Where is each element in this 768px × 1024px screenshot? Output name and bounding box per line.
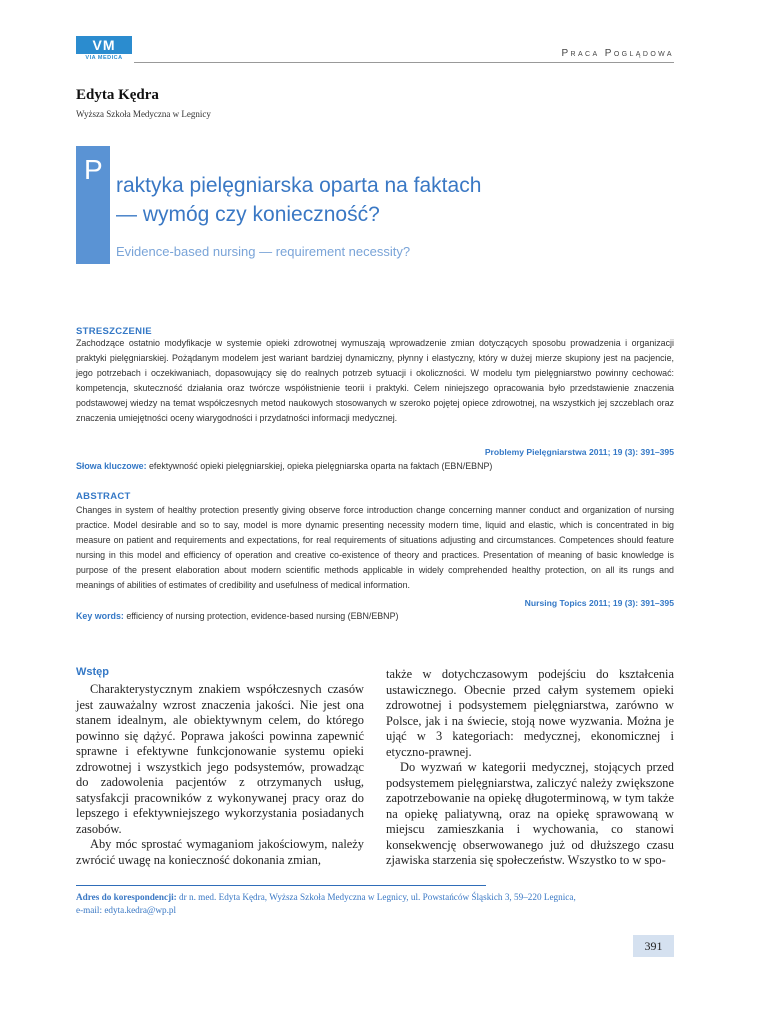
body-paragraph: także w dotychczasowym podejściu do kształcenia ustawicznego. Obecnie przed całym systemem opieki zdrowotnej i podsystemem pielęgniarstwa, zarówno w Polsce, jak i na świecie, stoją nowe wyzwania. Można je ująć w 3 kategoriach: medycznej, ekonomicznej i etyczno-prawnej. bbox=[386, 667, 674, 759]
correspondence-email: e-mail: edyta.kedra@wp.pl bbox=[76, 905, 177, 915]
section-label: Praca Poglądowa bbox=[561, 48, 674, 59]
author-affiliation: Wyższa Szkoła Medyczna w Legnicy bbox=[76, 109, 211, 119]
correspondence-address: dr n. med. Edyta Kędra, Wyższa Szkoła Medyczna w Legnicy, ul. Powstańców Śląskich 3, 59–220 Legnica, bbox=[179, 892, 576, 902]
page-number: 391 bbox=[644, 939, 663, 953]
author-name: Edyta Kędra bbox=[76, 87, 159, 103]
correspondence-label: Adres do korespondencji: bbox=[76, 892, 177, 902]
abstract-text: Changes in system of healthy protection presently giving observe force introduction change concerning manner conduct and organization of nursing practice. Model desirable and so to say, model is more dynamic presenting necessity modern time, liquid and elastic, which is concentrated in big measure on patient and requirements and expectations, for real requirements of situations adjusting and circumstances. Competences should feature nursing in this model and efficiency of operation and creative co-existence of theory and practices. Presentation of meaning of basic knowledge is purpose of the present elaboration about modern scientific methods applicable in widely comprehended healthy protection, on all its rungs and meanings of abilities of estimates of credibility and usefulness of medical information. bbox=[76, 505, 674, 591]
article-subtitle: Evidence-based nursing — requirement necessity? bbox=[116, 244, 411, 259]
logo-mark: VM bbox=[76, 36, 132, 54]
body-paragraph: Charakterystycznym znakiem współczesnych czasów jest zauważalny wzrost znaczenia jakości. Nie jest ona stanem idealnym, ale obiektywnym celem, do którego powinno się dążyć. Poprawa jakości powinna zapewnić sprawne i efektywne funkcjonowanie systemu opieki zdrowotnej i wszystkich jego podsystemów, prowadząc do zadowolenia pacjentów z otrzymanych usług, satysfakcji pracowników z wykonywanej pracy oraz do lepszego i efektywniejszego wykorzystania posiadanych zasobów. bbox=[76, 682, 364, 836]
body-paragraph: Aby móc sprostać wymaganiom jakościowym, należy zwrócić uwagę na konieczność dokonania zmian, bbox=[76, 837, 364, 867]
keywords-english-list: efficiency of nursing protection, evidence-based nursing (EBN/EBNP) bbox=[126, 611, 399, 621]
body-column-left bbox=[76, 682, 364, 868]
streszczenie-heading: STRESZCZENIE bbox=[76, 326, 152, 337]
abstract-heading: ABSTRACT bbox=[76, 491, 131, 502]
header-divider bbox=[134, 62, 674, 63]
journal-logo bbox=[76, 36, 132, 64]
citation-polish: Problemy Pielęgniarstwa 2011; 19 (3): 391–395 bbox=[484, 447, 674, 457]
article-title-line-2: — wymóg czy konieczność? bbox=[116, 203, 380, 226]
article-title-line-1: raktyka pielęgniarska oparta na faktach bbox=[116, 174, 482, 197]
footer-divider bbox=[76, 885, 486, 886]
keywords-english-label: Key words: bbox=[76, 611, 124, 621]
correspondence-note bbox=[76, 891, 674, 917]
section-heading-intro: Wstęp bbox=[76, 666, 109, 678]
keywords-polish-list: efektywność opieki pielęgniarskiej, opieka pielęgniarska oparta na faktach (EBN/EBNP) bbox=[149, 461, 493, 471]
keywords-polish bbox=[76, 461, 492, 471]
keywords-polish-label: Słowa kluczowe: bbox=[76, 461, 147, 471]
body-paragraph: Do wyzwań w kategorii medycznej, stojących przed podsystemem pielęgniarstwa, zaliczyć należy zwiększone zapotrzebowanie na opiekę długoterminową, w tym także na opiekę paliatywną, oraz na opiekę sprawowaną w miejscu zamieszkania i wychowania, co stanowi konsekwencję obserwowanego już od dłuższego czasu zjawiska starzenia się społeczeństw. Wszystko to w spo- bbox=[386, 760, 674, 867]
body-column-right bbox=[386, 667, 674, 869]
keywords-english bbox=[76, 611, 398, 621]
logo-subtext: VIA MEDICA bbox=[85, 55, 123, 61]
title-initial-letter: P bbox=[84, 154, 103, 185]
citation-english: Nursing Topics 2011; 19 (3): 391–395 bbox=[524, 598, 674, 608]
streszczenie-text: Zachodzące ostatnio modyfikacje w systemie opieki zdrowotnej wymuszają wprowadzenie zmian dotyczących sposobu prowadzenia i organizacji praktyki pielęgniarskiej. Pożądanym modelem jest wariant bardziej dynamiczny, płynny i elastyczny, który w dużej mierze skupiony jest na pacjencie, jego potrzebach i oczekiwaniach, dopasowujący się do realnych potrzeb sytuacji i okoliczności. W modelu tym pielęgniarstwo powinny cechować: kompetencja, skuteczność działania oraz twórcze współistnienie teorii i praktyki. Celem niniejszego opracowania było przedstawienie znaczenia podstawowej wiedzy na temat współczesnych metod naukowych stosowanych w szeroko pojętej opiece zdrowotnej, na wszystkich jej szczeblach oraz znaczenia umiejętności oceny wiarygodności i przydatności informacji medycznej. bbox=[76, 338, 674, 424]
